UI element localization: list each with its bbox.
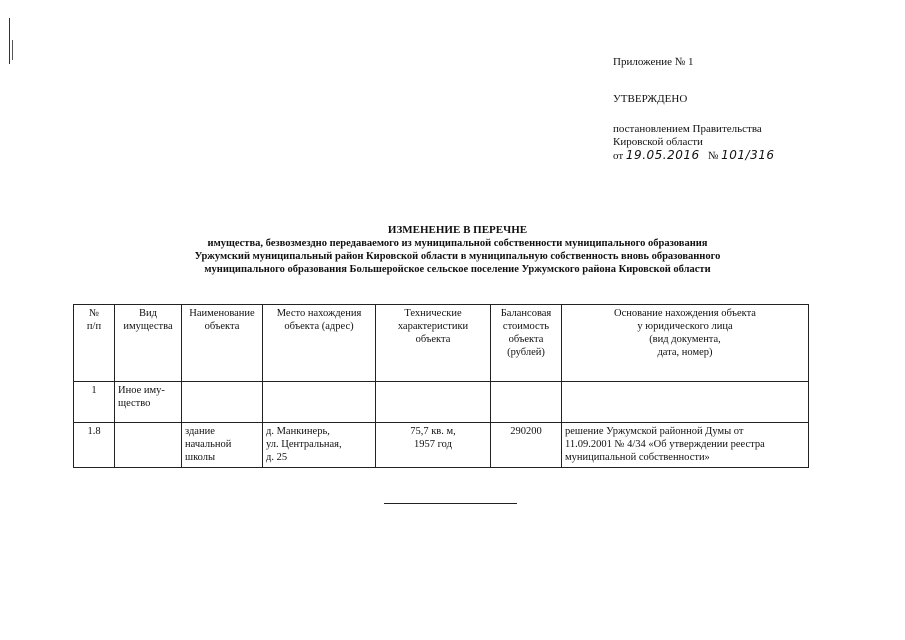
cell-num: 1: [74, 382, 115, 423]
cell-basis: решение Уржумской районной Думы от 11.09.2001 № 4/34 «Об утверждении реестра муниципальной собственности»: [562, 423, 809, 468]
cell-kind: [115, 423, 182, 468]
approved-region: Кировской области: [613, 136, 703, 148]
cell-address: д. Манкинерь, ул. Центральная, д. 25: [263, 423, 376, 468]
title-line-2: имущества, безвозмездно передаваемого из муниципальной собственности муниципального образования: [207, 238, 708, 249]
approved-by: постановлением Правительства: [613, 123, 762, 135]
cell-name: [182, 382, 263, 423]
cell-num: 1.8: [74, 423, 115, 468]
approval-date-line: [613, 149, 775, 163]
cell-tech: 75,7 кв. м, 1957 год: [376, 423, 491, 468]
cell-cost: 290200: [491, 423, 562, 468]
handwritten-date: 19.05.2016: [625, 148, 700, 162]
cell-basis: [562, 382, 809, 423]
cell-cost: [491, 382, 562, 423]
margin-mark: [9, 18, 10, 64]
header-kind: Вид имущества: [115, 305, 182, 382]
header-cost: Балансовая стоимость объекта (рублей): [491, 305, 562, 382]
date-prefix: от: [613, 150, 624, 162]
cell-name: здание начальной школы: [182, 423, 263, 468]
cell-tech: [376, 382, 491, 423]
header-name: Наименование объекта: [182, 305, 263, 382]
closing-rule: [384, 503, 517, 504]
table-row: [74, 423, 809, 468]
title-line-1: ИЗМЕНЕНИЕ В ПЕРЕЧНЕ: [387, 224, 528, 236]
margin-mark: [12, 40, 13, 60]
title-line-4: муниципального образования Большеройское сельское поселение Уржумского района Кировской области: [204, 264, 711, 275]
header-tech: Технические характеристики объекта: [376, 305, 491, 382]
cell-address: [263, 382, 376, 423]
header-basis: Основание нахождения объекта у юридического лица (вид документа, дата, номер): [562, 305, 809, 382]
header-address: Место нахождения объекта (адрес): [263, 305, 376, 382]
document-title: [60, 224, 855, 276]
approved-label: УТВЕРЖДЕНО: [613, 93, 688, 105]
property-table: [73, 304, 809, 468]
title-line-3: Уржумский муниципальный район Кировской области в муниципальную собственность вновь образованного: [194, 251, 721, 262]
table-row: [74, 382, 809, 423]
handwritten-number: 101/316: [721, 148, 775, 162]
annex-label: Приложение № 1: [613, 56, 694, 68]
cell-kind: Иное иму- щество: [115, 382, 182, 423]
header-num: № п/п: [74, 305, 115, 382]
number-prefix: №: [707, 150, 719, 162]
table-header-row: [74, 305, 809, 382]
